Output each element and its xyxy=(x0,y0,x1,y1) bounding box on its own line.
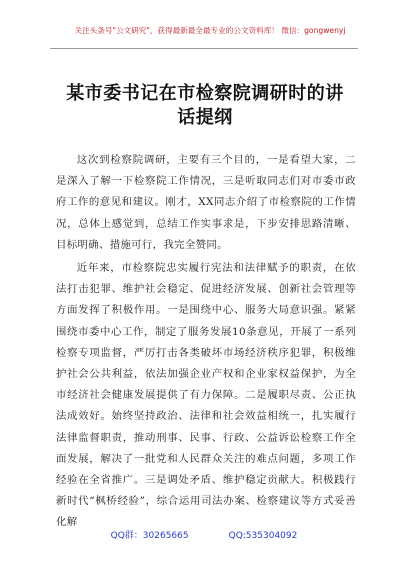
footer-qq-group: QQ群：30265665 xyxy=(110,531,189,541)
paragraph-achievements: 近年来，市检察院忠实履行宪法和法律赋予的职责，在依法打击犯罪、维护社会稳定、促进经济发展、创新社会管理等方面发挥了积极作用。一是围绕中心、服务大局意识强。紧紧围绕市委中心工作，制定了服务发展10条意见，开展了一系列检察专项监督，严厉打击各类破坏市场经济秩序犯罪，积极维护社会公共利益，依法加强企业产权和企业家权益保护，为全市经济社会健康发展提供了有力保障。二是履职尽责、公正执法成效好。始终坚持政治、法律和社会效益相统一，扎实履行法律监督职责，推动刑事、民事、行政、公益诉讼检察工作全面发展，解决了一批党和人民群众关注的难点问题，多项工作经验在全省推广。三是调处矛盾、维护稳定贡献大。积极践行新时代“枫桥经验”，综合运用司法办案、检察建议等方式妥善化解 xyxy=(56,262,356,529)
document-body xyxy=(56,150,356,534)
document-title: 某市委书记在市检察院调研时的讲话提纲 xyxy=(66,83,344,128)
header-divider xyxy=(50,48,358,49)
footer-contact xyxy=(60,530,348,542)
footer-qq-number: QQ:535304092 xyxy=(228,531,298,541)
paragraph-intro: 这次到检察院调研，主要有三个目的，一是看望大家，二是深入了解一下检察院工作情况，三是听取同志们对市委市政府工作的意见和建议。刚才，XX同志介绍了市检察院的工作情况，总体上感觉到，总结工作实事求是，下步安排思路清晰、目标明确、措施可行，我完全赞同。 xyxy=(56,154,356,251)
header-banner: 关注头条号"公文研究"，获得最新最全最专业的公文资料库！ 微信：gongwenyj xyxy=(74,26,346,35)
